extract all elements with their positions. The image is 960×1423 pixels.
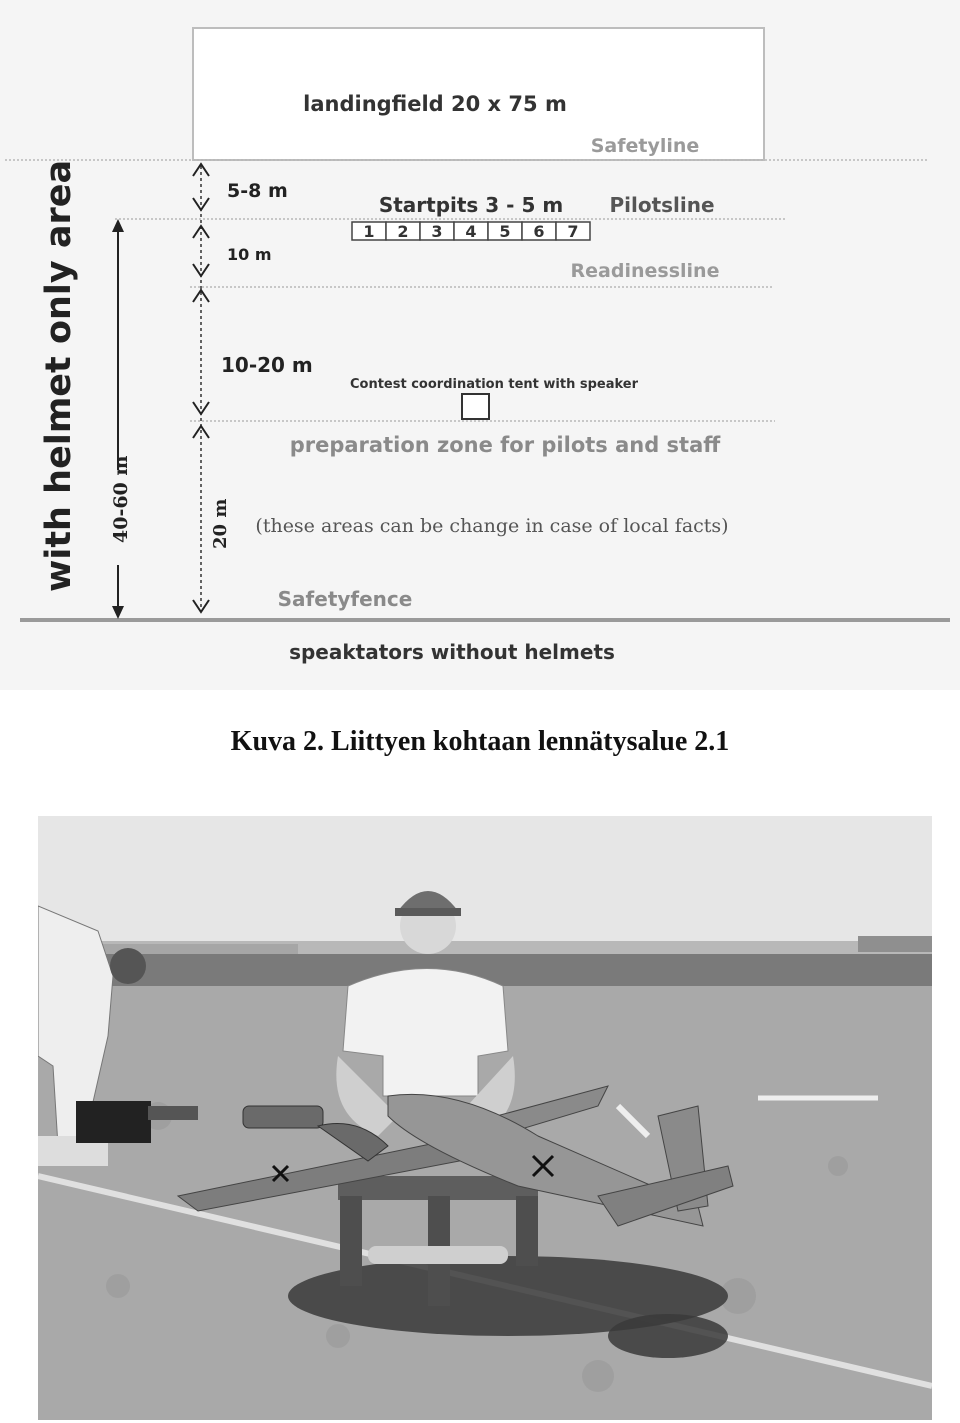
startpit-number: 7 (567, 222, 579, 241)
figure-caption: Kuva 2. Liittyen kohtaan lennätysalue 2.1 (230, 726, 730, 757)
landingfield-label: landingfield 20 x 75 m (303, 92, 567, 116)
tent-box (462, 394, 489, 419)
startpits-label: Startpits 3 - 5 m (378, 193, 564, 217)
dim-10-label: 10 m (227, 245, 272, 264)
arrow-up (112, 219, 124, 232)
dim-10-20-label: 10-20 m (221, 353, 313, 377)
photo-illustration (38, 816, 932, 1420)
helmet-area-label: with helmet only area (39, 159, 79, 592)
dim-5-8-label: 5-8 m (227, 180, 288, 202)
note-label: (these areas can be change in case of local facts) (255, 515, 729, 537)
startpit-number: 6 (533, 222, 545, 241)
prep-zone-label: preparation zone for pilots and staff (289, 433, 721, 457)
photo-sky (38, 816, 932, 956)
startpit-number: 4 (465, 222, 477, 241)
diagram-canvas (0, 0, 960, 690)
safetyfence-label: Safetyfence (277, 587, 413, 611)
startpit-number: 2 (397, 222, 409, 241)
pilotsline-label: Pilotsline (609, 193, 715, 217)
dim-20-label: 20 m (210, 498, 231, 549)
startpit-number: 3 (431, 222, 443, 241)
readinessline-label: Readinessline (570, 260, 720, 282)
spectators-label: speaktators without helmets (289, 640, 615, 664)
dim-40-60-label: 40-60 m (110, 455, 132, 543)
flying-field-diagram (0, 0, 960, 690)
arrow-down (112, 606, 124, 619)
photo-pilot-with-model (38, 816, 932, 1420)
startpit-number: 1 (363, 222, 375, 241)
safetyline-label: Safetyline (590, 135, 700, 157)
tent-label: Contest coordination tent with speaker (349, 377, 639, 392)
startpit-boxes (352, 222, 590, 241)
startpit-number: 5 (499, 222, 511, 241)
